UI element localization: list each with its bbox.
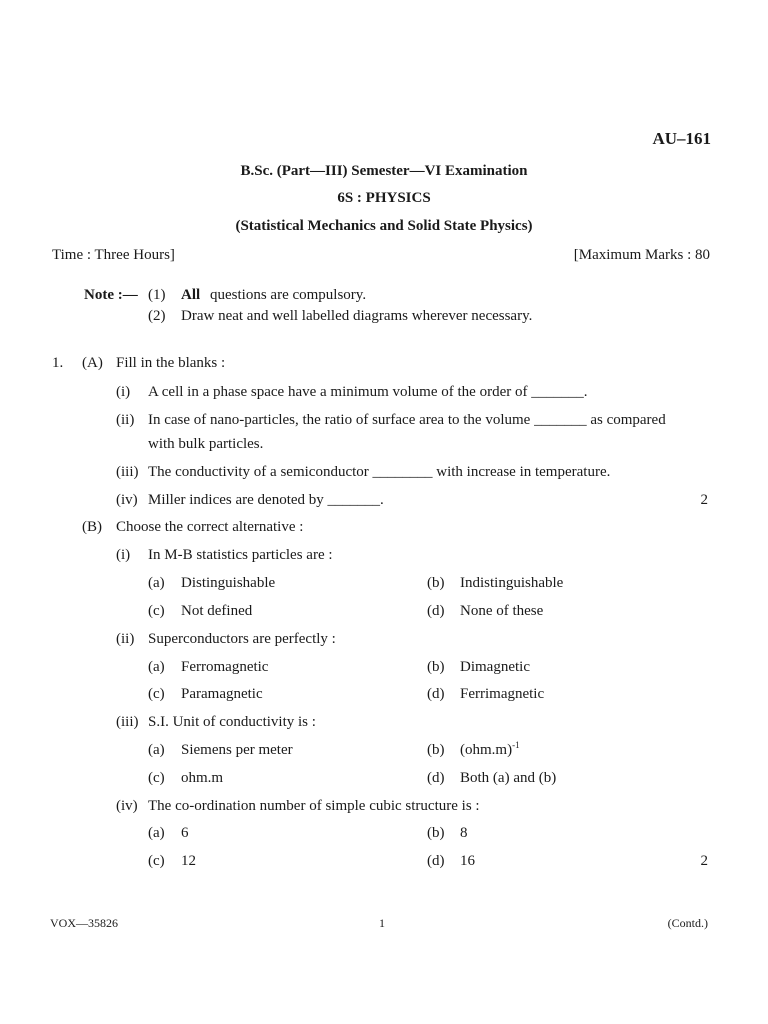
- mcq-2-option-a-text: Ferromagnetic: [181, 659, 269, 675]
- mcq-3-option-d-label: (d): [427, 770, 445, 786]
- mcq-4-number: (iv): [116, 798, 138, 814]
- section-a-title: Fill in the blanks :: [116, 355, 226, 371]
- note-label: Note :—: [84, 287, 138, 303]
- mcq-3-option-a-text: Siemens per meter: [181, 742, 293, 758]
- mcq-1-option-c-text: Not defined: [181, 603, 253, 619]
- note-1-emphasis: All: [181, 287, 201, 303]
- blank-1-number: (i): [116, 384, 131, 400]
- paper-title: (Statistical Mechanics and Solid State Physics): [235, 218, 533, 234]
- paper-code: AU–161: [652, 129, 711, 148]
- mcq-1-option-a-label: (a): [148, 575, 165, 591]
- blank-1-text: A cell in a phase space have a minimum volume of the order of _______.: [148, 384, 588, 400]
- mcq-1-option-d-text: None of these: [460, 603, 544, 619]
- mcq-1-option-c-label: (c): [148, 603, 165, 619]
- blank-2-text-continued: with bulk particles.: [148, 436, 264, 452]
- note-2-text: Draw neat and well labelled diagrams wherever necessary.: [181, 308, 533, 324]
- note-2-number: (2): [148, 308, 166, 324]
- mcq-2-number: (ii): [116, 631, 135, 647]
- mcq-3-option-d-text: Both (a) and (b): [460, 770, 557, 786]
- blank-2-text: In case of nano-particles, the ratio of surface area to the volume _______ as compared: [148, 412, 666, 428]
- contd-label: (Contd.): [667, 916, 708, 930]
- blank-4-number: (iv): [116, 492, 138, 508]
- mcq-2-option-c-label: (c): [148, 686, 165, 702]
- mcq-2-option-d-text: Ferrimagnetic: [460, 686, 545, 702]
- mcq-1-text: In M-B statistics particles are :: [148, 547, 333, 563]
- mcq-4-option-d-label: (d): [427, 853, 445, 869]
- mcq-3-option-b-label: (b): [427, 742, 445, 758]
- exam-title: B.Sc. (Part—III) Semester—VI Examination: [240, 163, 528, 179]
- mcq-3-option-c-text: ohm.m: [181, 770, 224, 786]
- question-number: 1.: [52, 355, 64, 371]
- mcq-2-option-c-text: Paramagnetic: [181, 686, 263, 702]
- mcq-4-option-c-text: 12: [181, 853, 196, 869]
- mcq-3-option-a-label: (a): [148, 742, 165, 758]
- mcq-4-option-b-label: (b): [427, 825, 445, 841]
- mcq-1-option-d-label: (d): [427, 603, 445, 619]
- section-a-label: (A): [82, 355, 103, 371]
- mcq-3-text: S.I. Unit of conductivity is :: [148, 714, 316, 730]
- mcq-1-number: (i): [116, 547, 131, 563]
- page-number: 1: [379, 916, 385, 930]
- mcq-4-option-c-label: (c): [148, 853, 165, 869]
- mcq-3-number: (iii): [116, 714, 139, 730]
- mcq-3-option-c-label: (c): [148, 770, 165, 786]
- mcq-3-option-b-exponent: -1: [512, 740, 520, 750]
- mcq-1-option-a-text: Distinguishable: [181, 575, 276, 591]
- mcq-2-text: Superconductors are perfectly :: [148, 631, 336, 647]
- time-label: Time : Three Hours]: [52, 247, 175, 263]
- blank-3-text: The conductivity of a semiconductor ________ with increase in temperature.: [148, 464, 611, 480]
- section-a-marks: 2: [700, 492, 708, 508]
- note-1-text: questions are compulsory.: [210, 287, 367, 303]
- mcq-3-option-b-text: [460, 740, 520, 758]
- mcq-4-option-d-text: 16: [460, 853, 475, 869]
- note-1-number: (1): [148, 287, 166, 303]
- mcq-4-option-b-text: 8: [460, 825, 468, 841]
- mcq-1-option-b-label: (b): [427, 575, 445, 591]
- footer-code: VOX—35826: [50, 916, 118, 930]
- mcq-3-option-b-base: (ohm.m): [460, 742, 513, 758]
- max-marks-label: [Maximum Marks : 80: [573, 247, 710, 263]
- section-b-title: Choose the correct alternative :: [116, 519, 304, 535]
- blank-2-number: (ii): [116, 412, 135, 428]
- mcq-4-text: The co-ordination number of simple cubic structure is :: [148, 798, 480, 814]
- subject-title: 6S : PHYSICS: [337, 190, 431, 206]
- mcq-2-option-d-label: (d): [427, 686, 445, 702]
- mcq-2-option-b-text: Dimagnetic: [460, 659, 530, 675]
- mcq-1-option-b-text: Indistinguishable: [460, 575, 564, 591]
- section-b-label: (B): [82, 519, 102, 535]
- blank-3-number: (iii): [116, 464, 139, 480]
- blank-4-text: Miller indices are denoted by _______.: [148, 492, 384, 508]
- mcq-2-option-b-label: (b): [427, 659, 445, 675]
- mcq-4-option-a-label: (a): [148, 825, 165, 841]
- mcq-2-option-a-label: (a): [148, 659, 165, 675]
- section-b-marks: 2: [700, 853, 708, 869]
- mcq-4-option-a-text: 6: [181, 825, 189, 841]
